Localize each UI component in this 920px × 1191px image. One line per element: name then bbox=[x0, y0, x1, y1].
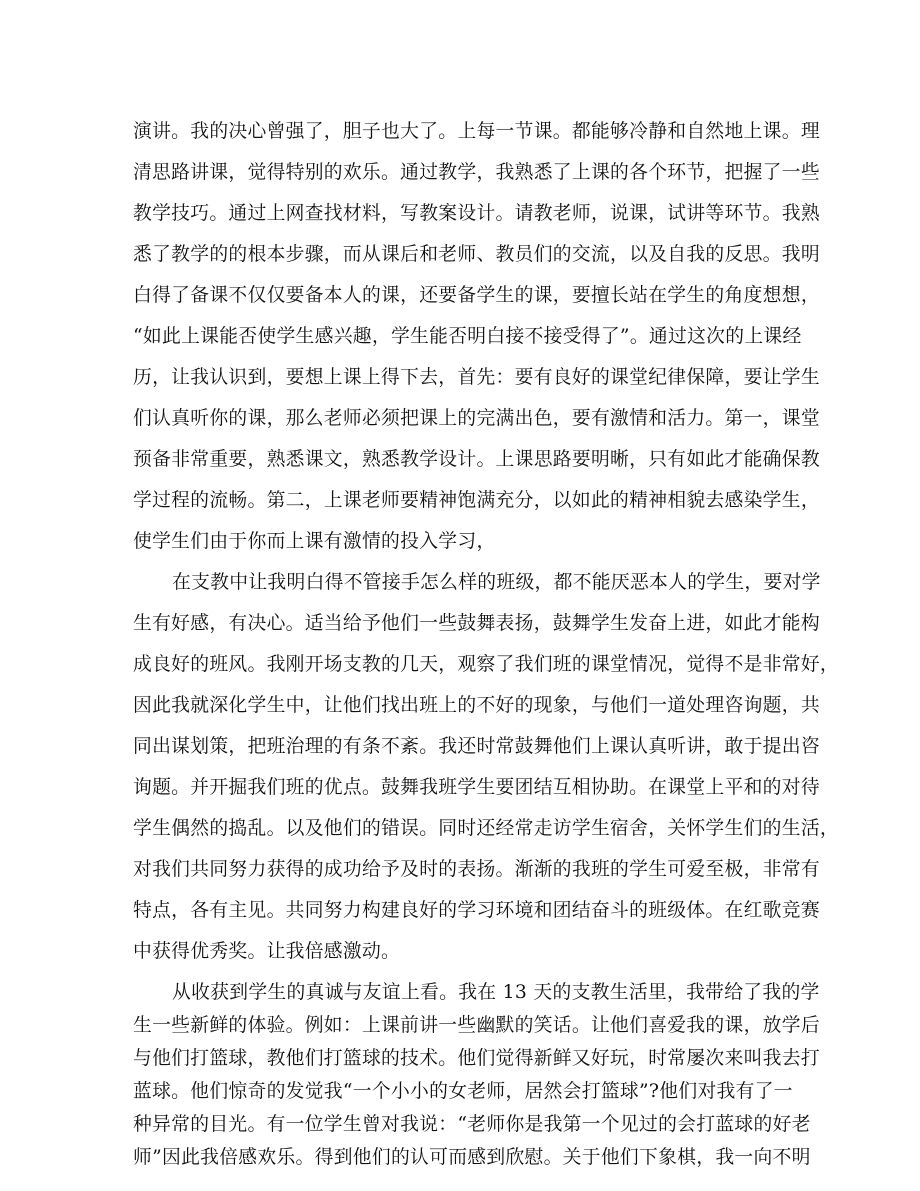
text-line: 悉了教学的的根本步骤，而从课后和老师、教员们的交流，以及自我的反思。我明 bbox=[133, 244, 820, 265]
text-line: 历，让我认识到，要想上课上得下去，首先：要有良好的课堂纪律保障，要让学生 bbox=[133, 367, 820, 388]
text-line: “如此上课能否使学生感兴趣，学生能否明白接不接受得了”。通过这次的上课经 bbox=[133, 326, 802, 347]
text-line: 演讲。我的决心曾强了，胆子也大了。上每一节课。都能够冷静和自然地上课。理 bbox=[133, 121, 820, 142]
text-line: 种异常的目光。有一位学生曾对我说：“老师你是我第一个见过的会打蓝球的好老 bbox=[133, 1114, 811, 1135]
text-line: 白得了备课不仅仅要备本人的课，还要备学生的课，要擅长站在学生的角度想想， bbox=[133, 285, 820, 306]
text-line: 中获得优秀奖。让我倍感激动。 bbox=[133, 941, 401, 962]
text-line: 从收获到学生的真诚与友谊上看。我在 13 天的支教生活里，我带给了我的学 bbox=[172, 982, 820, 1003]
text-line: 对我们共同努力获得的成功给予及时的表扬。渐渐的我班的学生可爱至极，非常有 bbox=[133, 859, 820, 880]
text-line: 学过程的流畅。第二，上课老师要精神饱满充分，以如此的精神相貌去感染学生， bbox=[133, 490, 820, 511]
text-line: 学生偶然的捣乱。以及他们的错误。同时还经常走访学生宿舍，关怀学生们的生活， bbox=[133, 818, 840, 839]
text-line: 清思路讲课，觉得特别的欢乐。通过教学，我熟悉了上课的各个环节，把握了一些 bbox=[133, 162, 820, 183]
text-line: 蓝球。他们惊奇的发觉我“一个小小的女老师，居然会打篮球”?他们对我有了一 bbox=[133, 1081, 793, 1102]
text-line: 使学生们由于你而上课有激情的投入学习， bbox=[133, 531, 496, 552]
text-line: 同出谋划策，把班治理的有条不紊。我还时常鼓舞他们上课认真听讲，敢于提出咨 bbox=[133, 736, 820, 757]
text-line: 特点，各有主见。共同努力构建良好的学习环境和团结奋斗的班级体。在红歌竞赛 bbox=[133, 900, 820, 921]
text-line: 生有好感，有决心。适当给予他们一些鼓舞表扬，鼓舞学生发奋上进，如此才能构 bbox=[133, 613, 820, 634]
text-line: 师”因此我倍感欢乐。得到他们的认可而感到欣慰。关于他们下象棋，我一向不明 bbox=[133, 1147, 811, 1168]
text-line: 因此我就深化学生中，让他们找出班上的不好的现象，与他们一道处理咨询题，共 bbox=[133, 695, 820, 716]
text-line: 询题。并开掘我们班的优点。鼓舞我班学生要团结互相协助。在课堂上平和的对待 bbox=[133, 777, 820, 798]
text-line: 教学技巧。通过上网查找材料，写教案设计。请教老师，说课，试讲等环节。我熟 bbox=[133, 203, 820, 224]
text-line: 成良好的班风。我刚开场支教的几天，观察了我们班的课堂情况，觉得不是非常好， bbox=[133, 654, 840, 675]
text-line: 们认真听你的课，那么老师必须把课上的完满出色，要有激情和活力。第一，课堂 bbox=[133, 408, 820, 429]
text-line: 在支教中让我明白得不管接手怎么样的班级，都不能厌恶本人的学生，要对学 bbox=[172, 572, 821, 593]
text-line: 生一些新鲜的体验。例如：上课前讲一些幽默的笑话。让他们喜爱我的课，放学后 bbox=[133, 1015, 820, 1036]
text-line: 预备非常重要，熟悉课文，熟悉教学设计。上课思路要明晰，只有如此才能确保教 bbox=[133, 449, 820, 470]
text-line: 与他们打篮球，教他们打篮球的技术。他们觉得新鲜又好玩，时常屡次来叫我去打 bbox=[133, 1048, 820, 1069]
